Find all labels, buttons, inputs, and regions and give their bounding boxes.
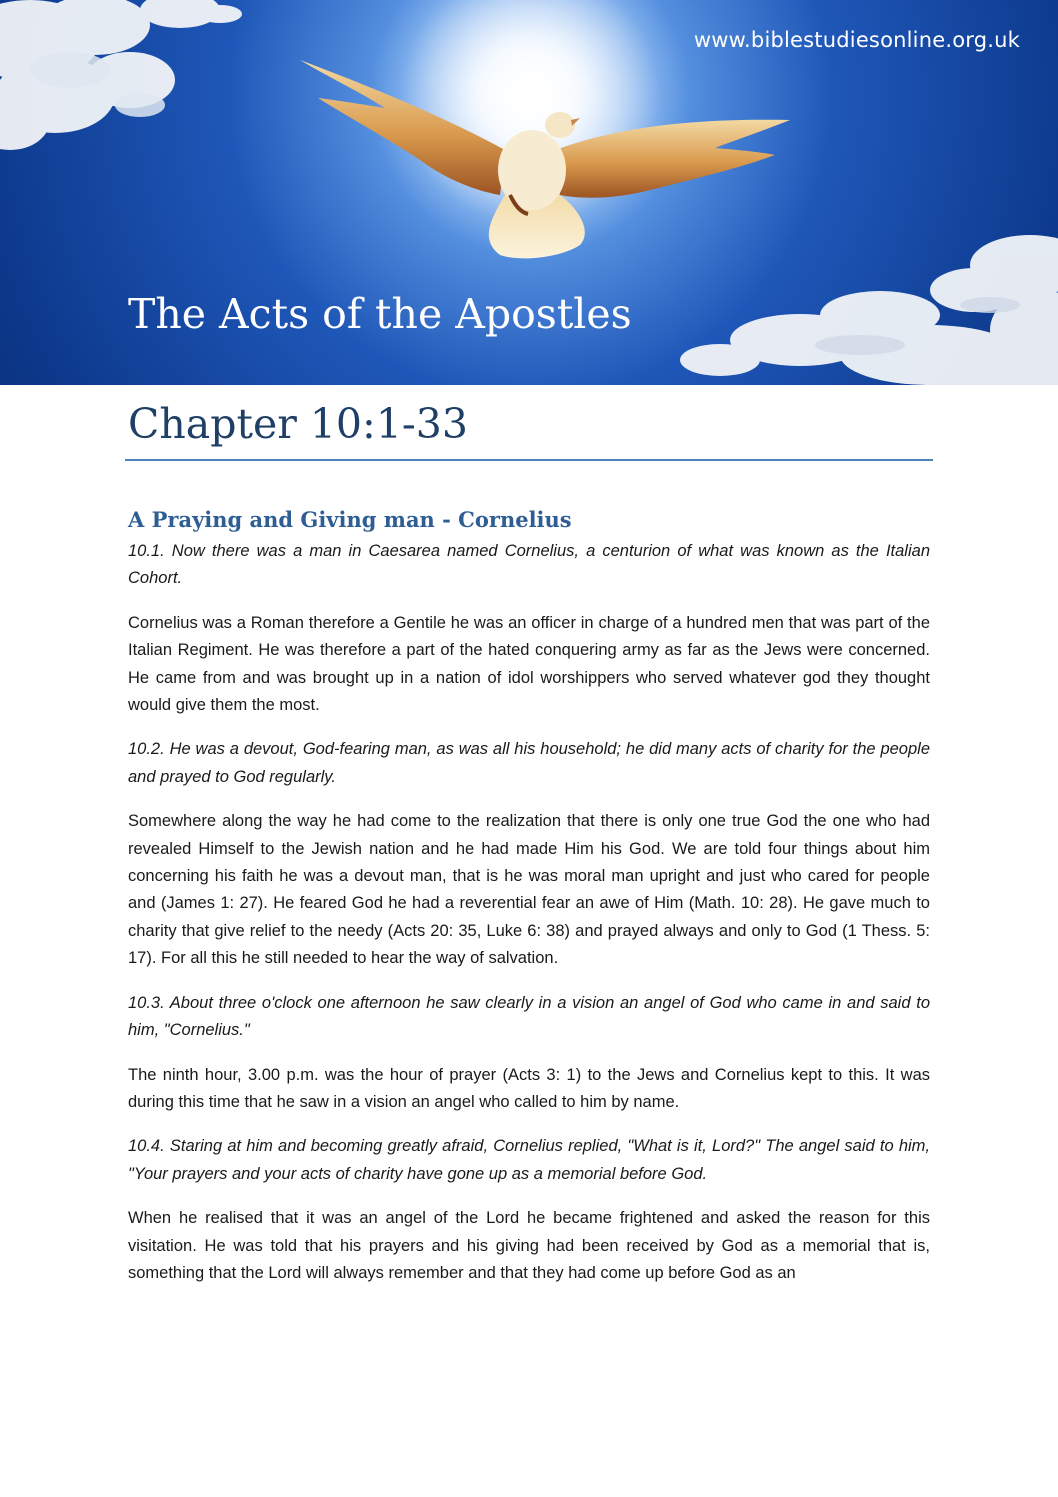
commentary-paragraph: When he realised that it was an angel of the Lord he became frightened and asked the reason for this visitation. He was told that his prayers and his giving had been received by God as a memorial that is, something that the Lord will always remember and that they had come up before God as an: [128, 1209, 930, 1282]
verse-paragraph: 10.2. He was a devout, God-fearing man, as was all his household; he did many acts of charity for the people and prayed to God regularly.: [128, 740, 930, 786]
verse-paragraph: 10.3. About three o'clock one afternoon he saw clearly in a vision an angel of God who came in and said to him, "Cornelius.": [128, 993, 930, 1040]
main-content: [128, 505, 930, 1304]
chapter-heading: Chapter 10:1-33: [128, 400, 468, 448]
verse-paragraph: 10.1. Now there was a man in Caesarea named Cornelius, a centurion of what was known as the Italian Cohort.: [128, 542, 930, 588]
commentary-paragraph: The ninth hour, 3.00 p.m. was the hour of prayer (Acts 3: 1) to the Jews and Cornelius kept to this. It was during this time that he saw in a vision an angel who called to him by name.: [128, 1065, 930, 1111]
header-banner: [0, 0, 1058, 385]
commentary-paragraph: Somewhere along the way he had come to the realization that there is only one true God the one who had revealed Himself to the Jewish nation and he had made Him his God. We are told four things about him concerning his faith he was a devout man, that is he was moral man upright and just who cared for people and (James 1: 27). He feared God he had a reverential fear an awe of Him (Math. 10: 28). He gave much to charity that give relief to the needy (Acts 20: 35, Luke 6: 38) and prayed always and only to God (1 Thess. 5: 17). For all this he still needed to hear the way of salvation.: [128, 812, 930, 968]
site-url[interactable]: www.biblestudiesonline.org.uk: [693, 28, 1020, 52]
commentary-paragraph: Cornelius was a Roman therefore a Gentile he was an officer in charge of a hundred men that was part of the Italian Regiment. He was therefore a part of the hated conquering army as far as the Jews were concerned. He came from and was brought up in a nation of idol worshippers who served whatever god they thought would give them the most.: [128, 613, 930, 715]
document-title: The Acts of the Apostles: [128, 290, 632, 338]
section-heading: A Praying and Giving man - Cornelius: [128, 507, 572, 532]
verse-paragraph: 10.4. Staring at him and becoming greatly afraid, Cornelius replied, "What is it, Lord?" The angel said to him, "Your prayers and your acts of charity have gone up as a memorial before God.: [128, 1137, 930, 1183]
chapter-divider: [125, 459, 933, 461]
